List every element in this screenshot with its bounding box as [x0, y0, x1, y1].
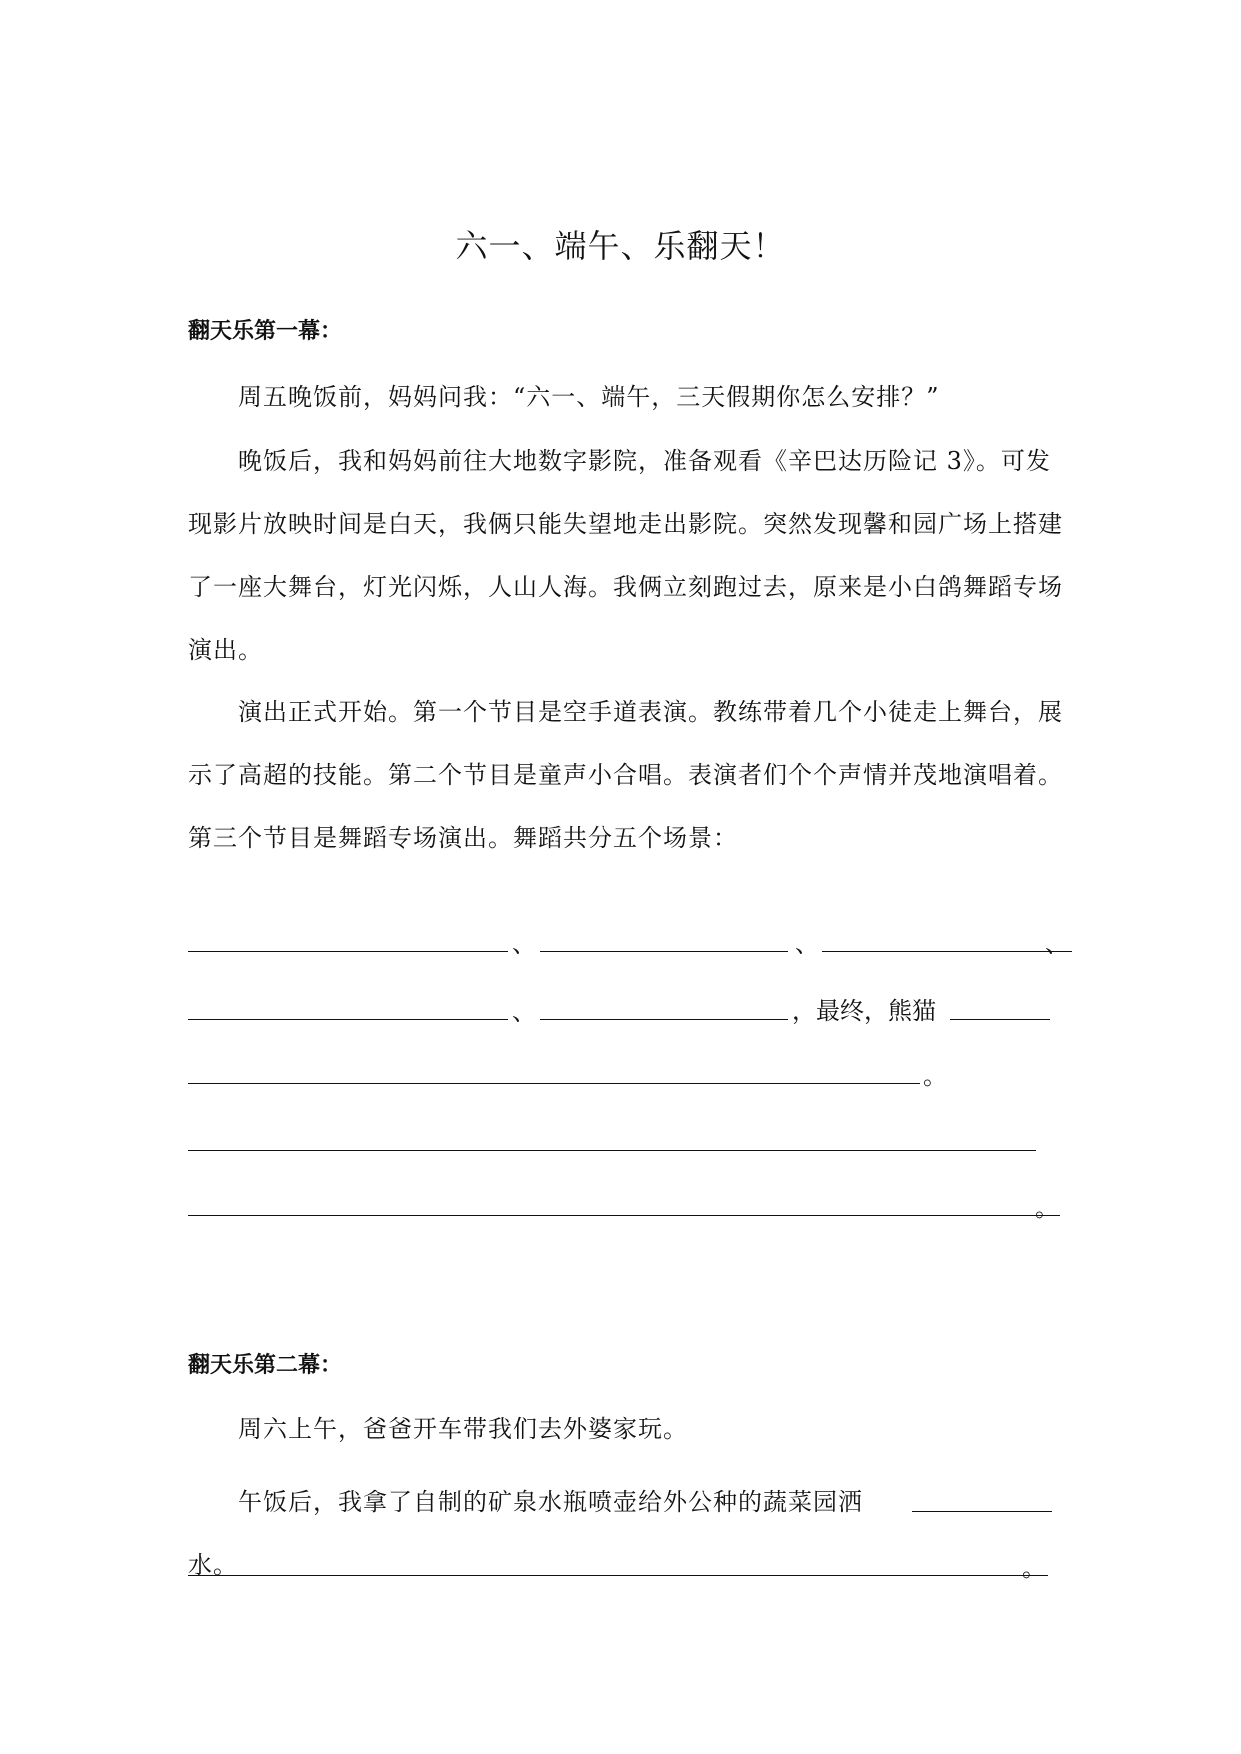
period-mark: 。: [1022, 1554, 1046, 1582]
section-2-paragraph-2: 午饭后，我拿了自制的矿泉水瓶喷壶给外公种的蔬菜园洒水。: [188, 1488, 863, 1579]
section-1-paragraph-1: 周五晚饭前，妈妈问我：“六一、端午，三天假期你怎么安排？”: [238, 383, 940, 411]
page-title: 六一、端午、乐翻天！: [455, 227, 786, 265]
separator-comma: 、: [512, 998, 536, 1026]
final-text: ，最终，熊猫: [792, 997, 936, 1025]
period-mark: 。: [923, 1062, 947, 1090]
blank-line-4[interactable]: [188, 1150, 1036, 1151]
blank-panda-start[interactable]: [950, 1019, 1050, 1020]
separator-comma: 、: [512, 930, 536, 958]
blank-watering-start[interactable]: [912, 1511, 1052, 1512]
section-2-heading: 翻天乐第二幕：: [188, 1353, 343, 1378]
section-2-paragraph-1: 周六上午，爸爸开车带我们去外婆家玩。: [238, 1415, 688, 1443]
separator-comma: 、: [795, 930, 819, 958]
blank-scene-3[interactable]: [822, 951, 1052, 952]
blank-scene-3-tail: [1048, 951, 1072, 952]
section-1-heading: 翻天乐第一幕：: [188, 319, 343, 344]
blank-scene-2[interactable]: [540, 951, 788, 952]
period-mark: 。: [1035, 1194, 1059, 1222]
section-1-paragraph-2: 晚饭后，我和妈妈前往大地数字影院，准备观看《辛巴达历险记 3》。可发现影片放映时间是白天，我俩只能失望地走出影院。突然发现馨和园广场上搭建了一座大舞台，灯光闪烁，人山人海。我俩立刻跑过去，原来是小白鸽舞蹈专场演出。: [188, 447, 1063, 664]
section-1-paragraph-3: 演出正式开始。第一个节目是空手道表演。教练带着几个小徒走上舞台，展示了高超的技能。第二个节目是童声小合唱。表演者们个个声情并茂地演唱着。第三个节目是舞蹈专场演出。舞蹈共分五个场景：: [188, 698, 1063, 852]
separator-comma: 、: [1045, 930, 1069, 958]
blank-panda-continue[interactable]: [188, 1083, 920, 1084]
blank-scene-1[interactable]: [188, 951, 508, 952]
blank-line-5[interactable]: [188, 1215, 1060, 1216]
blank-scene-5[interactable]: [540, 1019, 788, 1020]
blank-watering-continue[interactable]: [188, 1575, 1048, 1576]
blank-scene-4[interactable]: [188, 1019, 508, 1020]
